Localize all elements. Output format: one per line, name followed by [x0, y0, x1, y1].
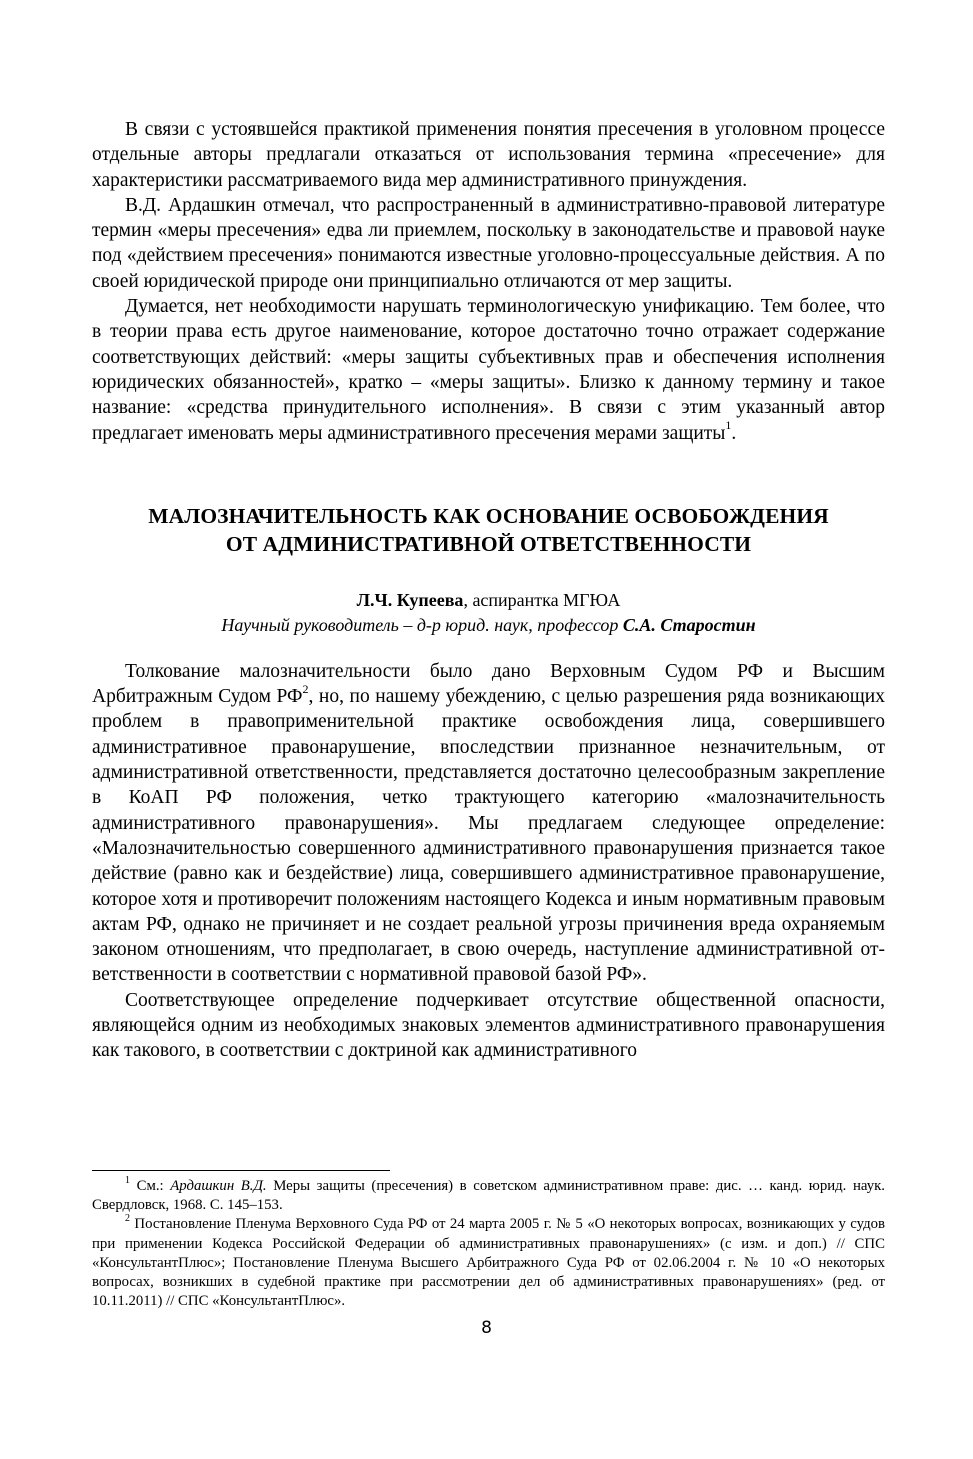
intro-paragraph-1: В связи с устоявшейся практикой применения понятия пресечения в уголовном процессе отдельные авторы предлагали отказаться от использования термина «пресечение» для характеристики рассматриваемого вида мер административного принуждения.: [92, 119, 885, 191]
author-role: , аспирантка МГЮА: [463, 589, 621, 610]
intro-paragraph-3: [92, 294, 885, 446]
footnote-1-author: Ардашкин В.Д.: [170, 1178, 267, 1194]
article-body: [92, 659, 885, 1064]
advisor-name: С.А. Старостин: [622, 614, 756, 635]
author-name: Л.Ч. Купеева: [356, 589, 464, 610]
article-paragraph-1-a: Толкование малозначительности было дано Верховным Судом РФ и Высшим Арбитражным Судом РФ: [92, 660, 885, 708]
footnote-1-number: 1: [125, 1175, 130, 1187]
footnote-2: [92, 1215, 885, 1311]
advisor-line: [92, 613, 885, 638]
footnote-2-number: 2: [125, 1213, 130, 1225]
intro-paragraph-3-text: Думается, нет необходимости нарушать терминологическую унификацию. Тем более, что в теории права есть другое наименование, которое достаточно точно отражает содержание соответствующих действий: «меры защиты субъективных прав и обеспечения исполнения юридических обязанностей», кратко – «меры защиты». Близко к данному термину и такое название: «средства принудительного исполнения». В связи с этим указанный автор предлагает именовать меры административного пресечения мерами защиты: [92, 296, 885, 444]
footnote-1: [92, 1177, 885, 1215]
footnote-1-prefix: См.:: [130, 1178, 171, 1194]
footnote-ref-2[interactable]: 2: [302, 681, 309, 696]
footnote-divider: [92, 1170, 390, 1171]
intro-paragraph-3-end: .: [731, 422, 737, 444]
article-paragraph-1: [92, 659, 885, 988]
article-title-line-1: МАЛОЗНАЧИТЕЛЬНОСТЬ КАК ОСНОВАНИЕ ОСВОБОЖДЕНИЯ: [148, 503, 829, 528]
page-content: [92, 117, 885, 1064]
footnotes: [92, 1177, 885, 1311]
footnote-1-text: Меры защиты (пресечения) в советском административном праве: дис. … канд. юрид. наук. Свердловск, 1968. С. 145–153.: [92, 1178, 885, 1214]
author-line: [92, 588, 885, 613]
footnote-ref-1[interactable]: 1: [725, 418, 732, 433]
article-title-line-2: ОТ АДМИНИСТРАТИВНОЙ ОТВЕТСТВЕННОСТИ: [225, 531, 752, 556]
article-title: [92, 502, 885, 558]
advisor-prefix: Научный руководитель – д-р юрид. наук, профессор: [221, 614, 623, 635]
article-paragraph-2: Соответствующее определение подчеркивает отсутствие общественной опасности, являющейся одним из необходимых знаковых элементов административного правонарушения как такового, в соответствии с доктриной как административного: [92, 989, 885, 1062]
page-number: 8: [481, 1318, 492, 1338]
article-paragraph-1-b: , но, по нашему убеждению, с целью разрешения ряда возникающих проблем в правоприменительной практике освобождения лица, совершившего административное правонарушение, впоследствии признанное незначительным, от административной ответственности, представляется достаточно целесообразным закрепление в КоАП РФ положения, четко трактующего категорию «малозначительность административного правонарушения». Мы предлагаем следующее определение: «Малозначительностью совершенного административного правонарушения признается такое действие (равно как и бездействие) лица, совершившего административное правонарушение, которое хотя и противоречит положениям настоящего Кодекса и иным нормативным правовым актам РФ, однако не причиняет и не создает реальной угрозы причинения вреда охраняемым законом отношениям, что предполагает, в свою очередь, наступление административной ответственности в соответствии с нормативной правовой базой РФ».: [92, 686, 885, 986]
intro-paragraph-2: В.Д. Ардашкин отмечал, что распространенный в административно-правовой литературе термин «меры пресечения» едва ли приемлем, поскольку в законодательстве и правовой науке под «действием пресечения» понимаются известные уголовно-процессуальные действия. А по своей юридической природе они принципиально отличаются от мер защиты.: [92, 194, 885, 292]
footnote-2-text: Постановление Пленума Верховного Суда РФ от 24 марта 2005 г. № 5 «О некоторых вопросах, возникающих у судов при применении Кодекса Российской Федерации об административных правонарушениях» (с изм. и доп.) // СПС «КонсультантПлюс»; Постановление Пленума Высшего Арбитражного Суда РФ от 02.06.2004 г. № 10 «О некоторых вопросах, возникших в судебной практике при рассмотрении дел об административных правонарушениях» (ред. от 10.11.2011) // СПС «КонсультантПлюс».: [92, 1216, 885, 1310]
